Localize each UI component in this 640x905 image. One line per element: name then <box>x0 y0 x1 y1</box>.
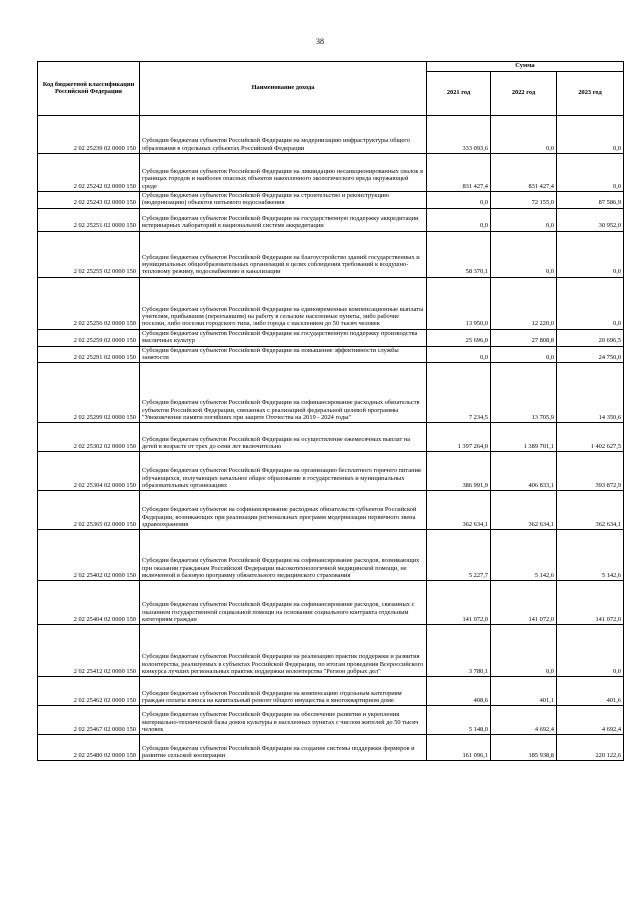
row-name: Субсидии бюджетам субъектов Российской Федерации на государственную поддержку производства масличных культур <box>140 329 427 346</box>
row-value-2021: 362 634,1 <box>427 491 491 530</box>
row-value-2023: 30 952,0 <box>557 208 624 231</box>
table-row <box>38 423 624 452</box>
row-code: 2 02 25365 02 0000 150 <box>38 491 140 530</box>
table-row <box>38 581 624 625</box>
row-value-2022: 141 072,0 <box>491 581 557 625</box>
row-value-2021: 0,0 <box>427 192 491 209</box>
row-value-2022: 831 427,4 <box>491 154 557 192</box>
row-value-2022: 5 142,6 <box>491 530 557 581</box>
table-row <box>38 329 624 346</box>
row-value-2021: 5 227,7 <box>427 530 491 581</box>
row-value-2022: 185 938,8 <box>491 735 557 761</box>
row-name: Субсидии бюджетам субъектов на софинансирование расходных обязательств субъектов Российской Федерации, возникающих при реализации региональных программ модернизации первичного звена здравоохранения <box>140 491 427 530</box>
row-value-2022: 13 705,9 <box>491 363 557 423</box>
row-value-2022: 0,0 <box>491 208 557 231</box>
row-code: 2 02 25259 02 0000 150 <box>38 329 140 346</box>
page-number: 38 <box>316 37 324 46</box>
table-row <box>38 346 624 363</box>
table-row <box>38 530 624 581</box>
row-value-2022: 1 389 701,1 <box>491 423 557 452</box>
row-value-2023: 401,6 <box>557 677 624 706</box>
row-value-2021: 831 427,4 <box>427 154 491 192</box>
row-value-2021: 7 234,5 <box>427 363 491 423</box>
row-value-2021: 3 780,1 <box>427 625 491 677</box>
row-value-2023: 5 142,6 <box>557 530 624 581</box>
table-row <box>38 735 624 761</box>
row-name: Субсидии бюджетам субъектов Российской Федерации на государственную поддержку аккредитации ветеринарных лабораторий в национальной системе аккредитации <box>140 208 427 231</box>
row-code: 2 02 25480 02 0000 150 <box>38 735 140 761</box>
row-value-2021: 386 991,9 <box>427 452 491 491</box>
row-value-2022: 362 634,1 <box>491 491 557 530</box>
row-value-2023: 1 402 627,5 <box>557 423 624 452</box>
table-row <box>38 208 624 231</box>
row-code: 2 02 25412 02 0000 150 <box>38 625 140 677</box>
row-value-2023: 24 750,0 <box>557 346 624 363</box>
row-name: Субсидии бюджетам субъектов Российской Федерации на софинансирование расходных обязательств субъектов Российской Федерации, связанных с реализацией федеральной целевой программы "Увековечение памяти погибших при защите Отечества на 2019 - 2024 годы" <box>140 363 427 423</box>
row-code: 2 02 25467 02 0000 150 <box>38 706 140 735</box>
row-value-2023: 14 350,6 <box>557 363 624 423</box>
row-value-2023: 0,0 <box>557 154 624 192</box>
row-value-2021: 58 370,1 <box>427 231 491 277</box>
row-value-2021: 25 696,0 <box>427 329 491 346</box>
table-row <box>38 277 624 329</box>
row-value-2023: 87 586,9 <box>557 192 624 209</box>
row-value-2022: 27 808,8 <box>491 329 557 346</box>
row-name: Субсидии бюджетам субъектов Российской Федерации на модернизацию инфраструктуры общего образования в отдельных субъектах Российской Федерации <box>140 116 427 154</box>
row-code: 2 02 25255 02 0000 150 <box>38 231 140 277</box>
row-value-2022: 72 155,0 <box>491 192 557 209</box>
row-name: Субсидии бюджетам субъектов Российской Федерации на строительство и реконструкцию (модернизацию) объектов питьевого водоснабжения <box>140 192 427 209</box>
row-value-2023: 141 072,0 <box>557 581 624 625</box>
header-name: Наименование дохода <box>140 62 427 116</box>
row-value-2022: 401,1 <box>491 677 557 706</box>
row-value-2023: 20 696,5 <box>557 329 624 346</box>
header-year-2021: 2021 год <box>427 72 491 116</box>
row-value-2023: 4 692,4 <box>557 706 624 735</box>
row-value-2021: 1 397 264,0 <box>427 423 491 452</box>
row-value-2023: 0,0 <box>557 625 624 677</box>
row-code: 2 02 25239 02 0000 150 <box>38 116 140 154</box>
table-row <box>38 491 624 530</box>
table-row <box>38 625 624 677</box>
revenue-table <box>37 61 624 761</box>
row-name: Субсидии бюджетам субъектов Российской Федерации на единовременные компенсационные выплаты учителям, прибывшим (переехавшим) на работу в сельские населенные пункты, либо рабочие поселки, либо поселки городского типа, либо города с населением до 50 тысяч человек <box>140 277 427 329</box>
row-value-2022: 0,0 <box>491 346 557 363</box>
table-row <box>38 192 624 209</box>
row-value-2023: 0,0 <box>557 277 624 329</box>
row-value-2021: 0,0 <box>427 208 491 231</box>
row-value-2023: 220 122,6 <box>557 735 624 761</box>
row-value-2021: 13 950,0 <box>427 277 491 329</box>
row-code: 2 02 25251 02 0000 150 <box>38 208 140 231</box>
row-name: Субсидии бюджетам субъектов Российской Федерации на создание системы поддержки фермеров и развитие сельской кооперации <box>140 735 427 761</box>
row-value-2022: 0,0 <box>491 231 557 277</box>
header-year-2022: 2022 год <box>491 72 557 116</box>
table-row <box>38 231 624 277</box>
table-row <box>38 706 624 735</box>
row-code: 2 02 25242 02 0000 150 <box>38 154 140 192</box>
row-name: Субсидии бюджетам субъектов Российской Федерации на софинансирование расходов, связанных с оказанием государственной социальной помощи на основании социального контракта отдельным категориям граждан <box>140 581 427 625</box>
row-value-2021: 141 072,0 <box>427 581 491 625</box>
table-row <box>38 116 624 154</box>
table-row <box>38 452 624 491</box>
header-code: Код бюджетной классификации Российской Федерации <box>38 62 140 116</box>
row-name: Субсидии бюджетам субъектов Российской Федерации на повышение эффективности службы занятости <box>140 346 427 363</box>
row-value-2022: 4 692,4 <box>491 706 557 735</box>
row-code: 2 02 25304 02 0000 150 <box>38 452 140 491</box>
row-value-2023: 393 872,9 <box>557 452 624 491</box>
row-name: Субсидии бюджетам субъектов Российской Федерации на софинансирование расходов, возникающих при оказании гражданам Российской Федерации высокотехнологичной медицинской помощи, не включенной в базовую программу обязательного медицинского страхования <box>140 530 427 581</box>
row-code: 2 02 25404 02 0000 150 <box>38 581 140 625</box>
header-year-2023: 2023 год <box>557 72 624 116</box>
row-value-2021: 0,0 <box>427 346 491 363</box>
row-code: 2 02 25402 02 0000 150 <box>38 530 140 581</box>
row-name: Субсидии бюджетам субъектов Российской Федерации на компенсацию отдельным категориям граждан оплаты взноса на капитальный ремонт общего имущества в многоквартирном доме <box>140 677 427 706</box>
row-value-2022: 0,0 <box>491 625 557 677</box>
row-value-2023: 362 634,1 <box>557 491 624 530</box>
row-value-2021: 333 093,6 <box>427 116 491 154</box>
row-value-2021: 161 096,1 <box>427 735 491 761</box>
row-value-2022: 406 833,1 <box>491 452 557 491</box>
row-value-2021: 408,6 <box>427 677 491 706</box>
row-name: Субсидии бюджетам субъектов Российской Федерации на обеспечение развития и укрепления материально-технической базы домов культуры в населенных пунктах с числом жителей до 50 тысяч человек <box>140 706 427 735</box>
row-name: Субсидии бюджетам субъектов Российской Федерации на организацию бесплатного горячего питания обучающихся, получающих начальное общее образование в государственных и муниципальных образовательных организациях <box>140 452 427 491</box>
row-name: Субсидии бюджетам субъектов Российской Федерации на ликвидацию несанкционированных свалок в границах городов и наиболее опасных объектов накопленного экологического вреда окружающей среде <box>140 154 427 192</box>
row-value-2021: 5 148,0 <box>427 706 491 735</box>
table-row <box>38 363 624 423</box>
table-row <box>38 677 624 706</box>
row-code: 2 02 25302 02 0000 150 <box>38 423 140 452</box>
table-row <box>38 154 624 192</box>
row-name: Субсидии бюджетам субъектов Российской Федерации на благоустройство зданий государственных и муниципальных общеобразовательных организаций в целях соблюдения требований к воздушно-тепловому режиму, водоснабжению и канализации <box>140 231 427 277</box>
row-value-2023: 0,0 <box>557 116 624 154</box>
row-value-2022: 0,0 <box>491 116 557 154</box>
row-value-2022: 12 220,0 <box>491 277 557 329</box>
row-code: 2 02 25243 02 0000 150 <box>38 192 140 209</box>
row-code: 2 02 25256 02 0000 150 <box>38 277 140 329</box>
header-sum: Сумма <box>427 62 624 72</box>
row-code: 2 02 25291 02 0000 150 <box>38 346 140 363</box>
row-code: 2 02 25299 02 0000 150 <box>38 363 140 423</box>
row-value-2023: 0,0 <box>557 231 624 277</box>
row-code: 2 02 25462 02 0000 150 <box>38 677 140 706</box>
row-name: Субсидии бюджетам субъектов Российской Федерации на реализацию практик поддержки и развития волонтерства, реализуемых в субъектах Российской Федерации, по итогам проведения Всероссийского конкурса лучших региональных практик поддержки волонтерства "Регион добрых дел" <box>140 625 427 677</box>
row-name: Субсидии бюджетам субъектов Российской Федерации на осуществление ежемесячных выплат на детей в возрасте от трех до семи лет включительно <box>140 423 427 452</box>
